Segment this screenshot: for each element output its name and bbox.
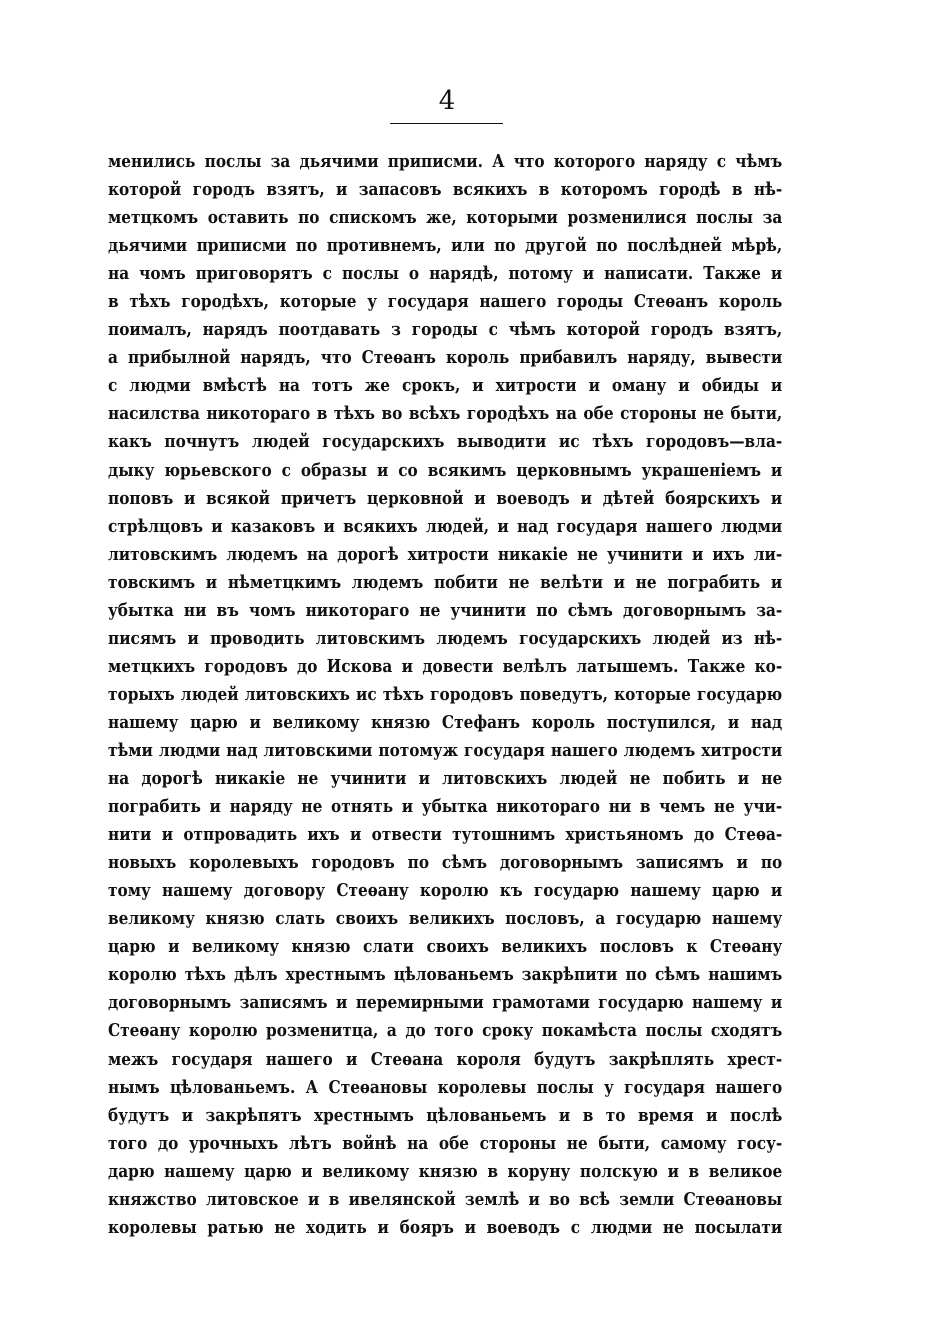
text-line: княжство литовское и в ивелянской землѣ и во всѣ земли Стеѳановы xyxy=(108,1188,783,1210)
text-line: а прибылной нарядъ, что Стеѳанъ король прибавилъ наряду, вывести xyxy=(108,347,783,369)
text-line: с людми вмѣстѣ на тотъ же срокъ, и хитрости и оману и обиды и xyxy=(108,375,783,397)
text-line: поповъ и всякой причетъ церковной и воеводъ и дѣтей боярскихъ и xyxy=(108,487,783,509)
text-line: межъ государя нашего и Стеѳана короля будутъ закрѣплять хрест- xyxy=(108,1048,783,1070)
text-line: насилства никотораго в тѣхъ во всѣхъ городѣхъ на обе стороны не быти, xyxy=(108,403,783,425)
text-line: торыхъ людей литовскихъ ис тѣхъ городовъ поведутъ, которые государю xyxy=(108,683,783,705)
text-line: королю тѣхъ дѣлъ хрестнымъ цѣлованьемъ закрѣпити по сѣмъ нашимъ xyxy=(108,964,783,986)
text-line: на чомъ приговорятъ с послы о нарядѣ, потому и написати. Также и xyxy=(108,263,783,285)
body-text xyxy=(108,148,782,1242)
text-line: стрѣлцовъ и казаковъ и всякихъ людей, и над государя нашего людми xyxy=(108,515,783,537)
text-line: дыку юрьевского с образы и со всякимъ церковнымъ украшеніемъ и xyxy=(108,459,783,481)
text-line: будутъ и закрѣпятъ хрестнымъ цѣлованьемъ и в то время и послѣ xyxy=(108,1104,783,1126)
text-line: убытка ни въ чомъ никотораго не учинити по сѣмъ договорнымъ за- xyxy=(108,599,783,621)
page-number: 4 xyxy=(438,86,456,116)
text-line: метцкихъ городовъ до Искова и довести велѣлъ латышемъ. Также ко- xyxy=(108,655,783,677)
text-line: того до урочныхъ лѣтъ войнѣ на обе стороны не быти, самому госу- xyxy=(108,1132,783,1154)
text-line: поималъ, нарядъ поотдавать з городы с чѣмъ которой городъ взятъ, xyxy=(108,319,783,341)
text-line: договорнымъ записямъ и перемирными грамотами государю нашему и xyxy=(108,992,783,1014)
text-line: дьячими приписми по противнемъ, или по другой по послѣдней мѣрѣ, xyxy=(108,235,783,257)
text-line: литовскимъ людемъ на дорогѣ хитрости никакіе не учинити и ихъ ли- xyxy=(108,543,783,565)
text-line: тѣми людми над литовскими потомуж государя нашего людемъ хитрости xyxy=(108,739,783,761)
header-rule xyxy=(390,123,503,124)
text-line: товскимъ и нѣметцкимъ людемъ побити не велѣти и не пограбить и xyxy=(108,571,783,593)
text-line: королевы ратью не ходить и бояръ и воеводъ с людми не посылати xyxy=(108,1216,783,1238)
text-line: пограбить и наряду не отнять и убытка никотораго ни в чемъ не учи- xyxy=(108,796,783,818)
text-line: нити и отпровадить ихъ и отвести тутошнимъ христьяномъ до Стеѳа- xyxy=(108,824,783,846)
text-line: тому нашему договору Стеѳану королю къ государю нашему царю и xyxy=(108,880,783,902)
text-line: метцкомъ оставить по спискомъ же, которыми розменилися послы за xyxy=(108,207,783,229)
text-line: менились послы за дьячими приписми. А что которого наряду с чѣмъ xyxy=(108,151,783,172)
text-line: царю и великому князю слати своихъ великихъ пословъ к Стеѳану xyxy=(108,936,783,958)
text-line: великому князю слать своихъ великихъ пословъ, а государю нашему xyxy=(108,908,783,930)
text-line: которой городъ взятъ, и запасовъ всякихъ в которомъ городѣ в нѣ- xyxy=(108,179,783,201)
text-line: нымъ цѣлованьемъ. А Стеѳановы королевы послы у государя нашего xyxy=(108,1076,783,1098)
text-line: новыхъ королевыхъ городовъ по сѣмъ договорнымъ записямъ и по xyxy=(108,852,783,874)
text-line: какъ почнутъ людей государскихъ выводити ис тѣхъ городовъ—вла- xyxy=(108,431,783,453)
text-line: нашему царю и великому князю Стефанъ король поступился, и над xyxy=(108,711,783,733)
text-line: на дорогѣ никакіе не учинити и литовскихъ людей не побить и не xyxy=(108,768,783,790)
text-line: дарю нашему царю и великому князю в коруну полскую и в великое xyxy=(108,1160,783,1182)
text-line: в тѣхъ городѣхъ, которые у государя нашего городы Стеѳанъ король xyxy=(108,291,783,313)
text-line: Стеѳану королю розменитца, а до того сроку покамѣста послы сходятъ xyxy=(108,1020,783,1042)
text-line: писямъ и проводить литовскимъ людемъ государскихъ людей из нѣ- xyxy=(108,627,783,649)
